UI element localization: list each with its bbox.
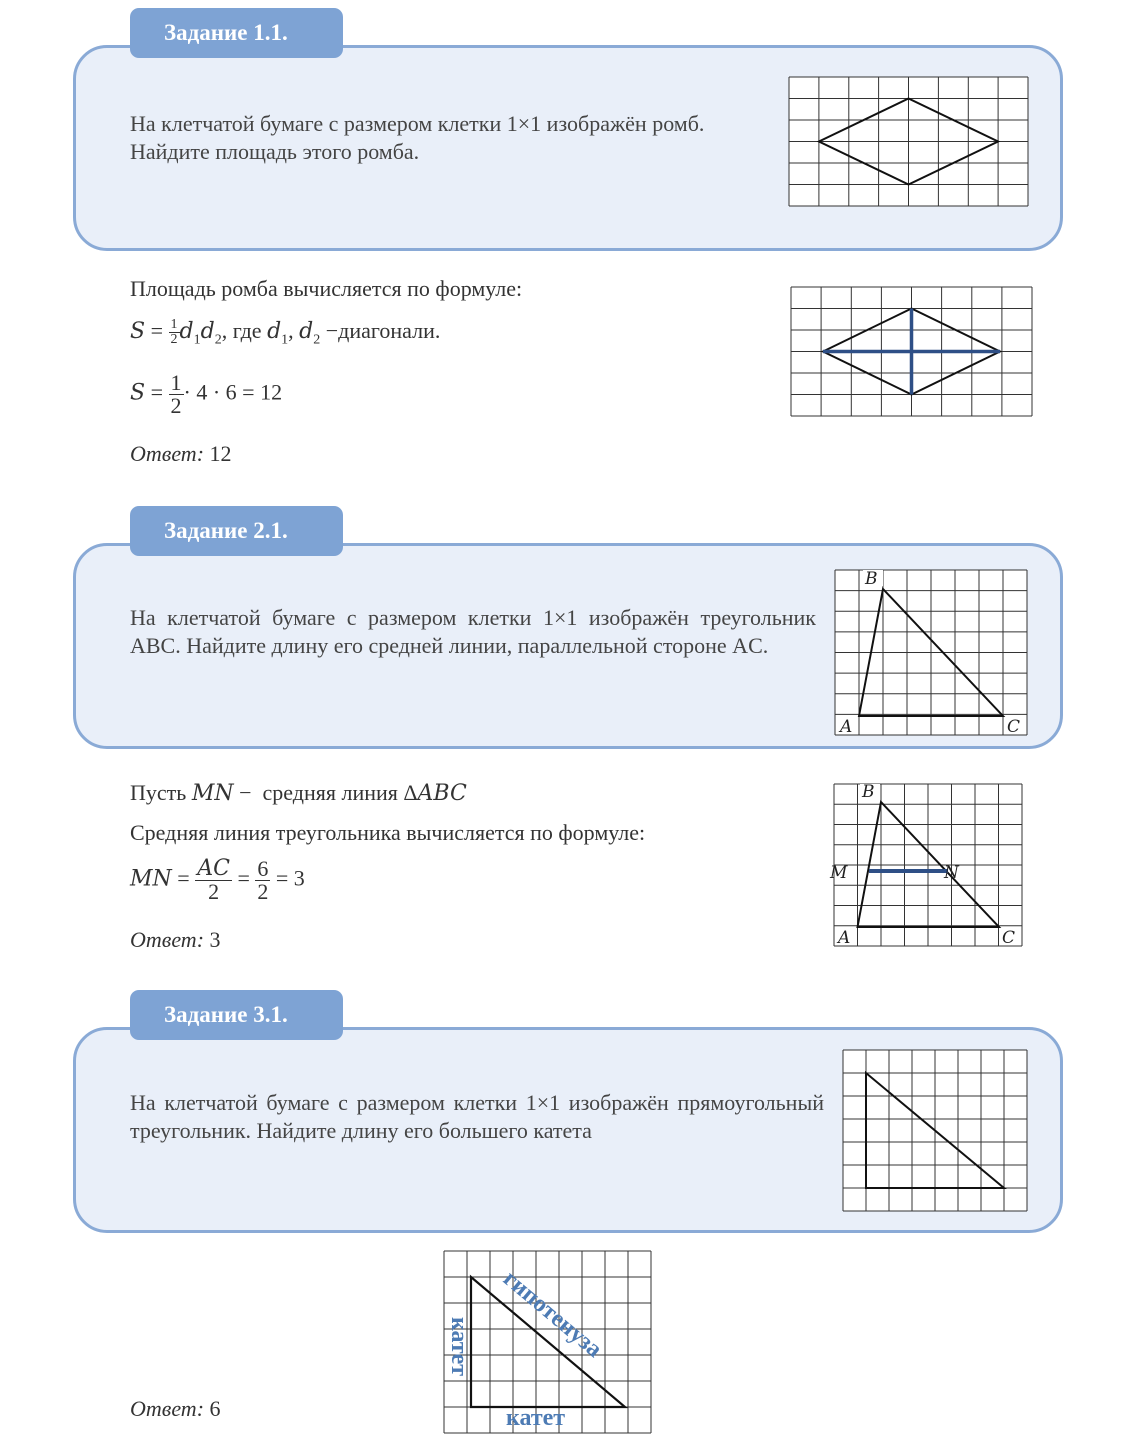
answer-value: 3: [209, 927, 221, 952]
label-a: A: [838, 928, 851, 948]
task-1-formula: S = $\frac{1}{2}$ $d_1d_2$, где $d_1$, $d_2$ −диагонали.: [130, 317, 441, 348]
calc-result: = 12: [242, 379, 283, 405]
task-2-let: Пусть MN − средняя линия ΔABC: [130, 780, 467, 806]
label-leg-horizontal: катет: [506, 1405, 566, 1431]
label-c: C: [1007, 717, 1021, 737]
task-2-formula: MN = $\frac{AC}{2}$ = $\frac{6}{2}$ = 3: [130, 856, 305, 904]
label-a: A: [840, 717, 853, 737]
task-2-text: На клетчатой бумаге с размером клетки 1×1 изображён треугольник ABC. Найдите длину его средней линии, параллельной стороне AC.: [130, 605, 816, 658]
answer-label: Ответ:: [130, 927, 205, 952]
labeled-right-triangle-figure: [444, 1251, 651, 1433]
rhombus-grid-figure: [789, 77, 1028, 206]
let-prefix: Пусть: [130, 780, 187, 805]
answer-label: Ответ:: [130, 441, 205, 466]
midline-grid-figure: [830, 782, 1022, 948]
task-3-tab: Задание 3.1.: [130, 990, 343, 1040]
answer-value: 12: [209, 441, 232, 466]
task-1-answer: [130, 441, 232, 467]
triangle-abc-grid-figure: [835, 570, 1027, 735]
task-3-text: На клетчатой бумаге с размером клетки 1×1 изображён прямоугольный треугольник. Найдите длину его большего катета: [130, 1090, 824, 1143]
label-n: N: [944, 863, 959, 883]
task-2-tab: Задание 2.1.: [130, 506, 343, 556]
right-triangle-grid-figure: [843, 1050, 1027, 1211]
task-2-solution-intro: Средняя линия треугольника вычисляется по формуле:: [130, 820, 646, 845]
task-1-tab: Задание 1.1.: [130, 8, 343, 58]
task-1-text: На клетчатой бумаге с размером клетки 1×1 изображён ромб. Найдите площадь этого ромба.: [130, 111, 705, 164]
label-hypotenuse: гипотенуза: [498, 1265, 607, 1363]
formula-where: , где: [221, 318, 262, 343]
let-mid: средняя линия: [262, 780, 398, 805]
rhombus-diagonals-figure: [791, 287, 1032, 416]
answer-value: 6: [209, 1396, 221, 1421]
label-b: B: [862, 782, 875, 802]
task-2-answer: [130, 927, 221, 953]
answer-label: Ответ:: [130, 1396, 205, 1421]
label-c: C: [1002, 928, 1016, 948]
task-3-answer: [130, 1396, 221, 1422]
label-m: M: [830, 863, 848, 883]
task-1-calculation: S = $\frac{1}{2}$ · 4 · 6 = 12: [130, 370, 283, 418]
task-1-solution-intro: Площадь ромба вычисляется по формуле:: [130, 276, 523, 301]
label-leg-vertical: катет: [446, 1317, 472, 1377]
formula-tail: −диагонали.: [325, 318, 441, 343]
label-b: B: [865, 569, 878, 589]
